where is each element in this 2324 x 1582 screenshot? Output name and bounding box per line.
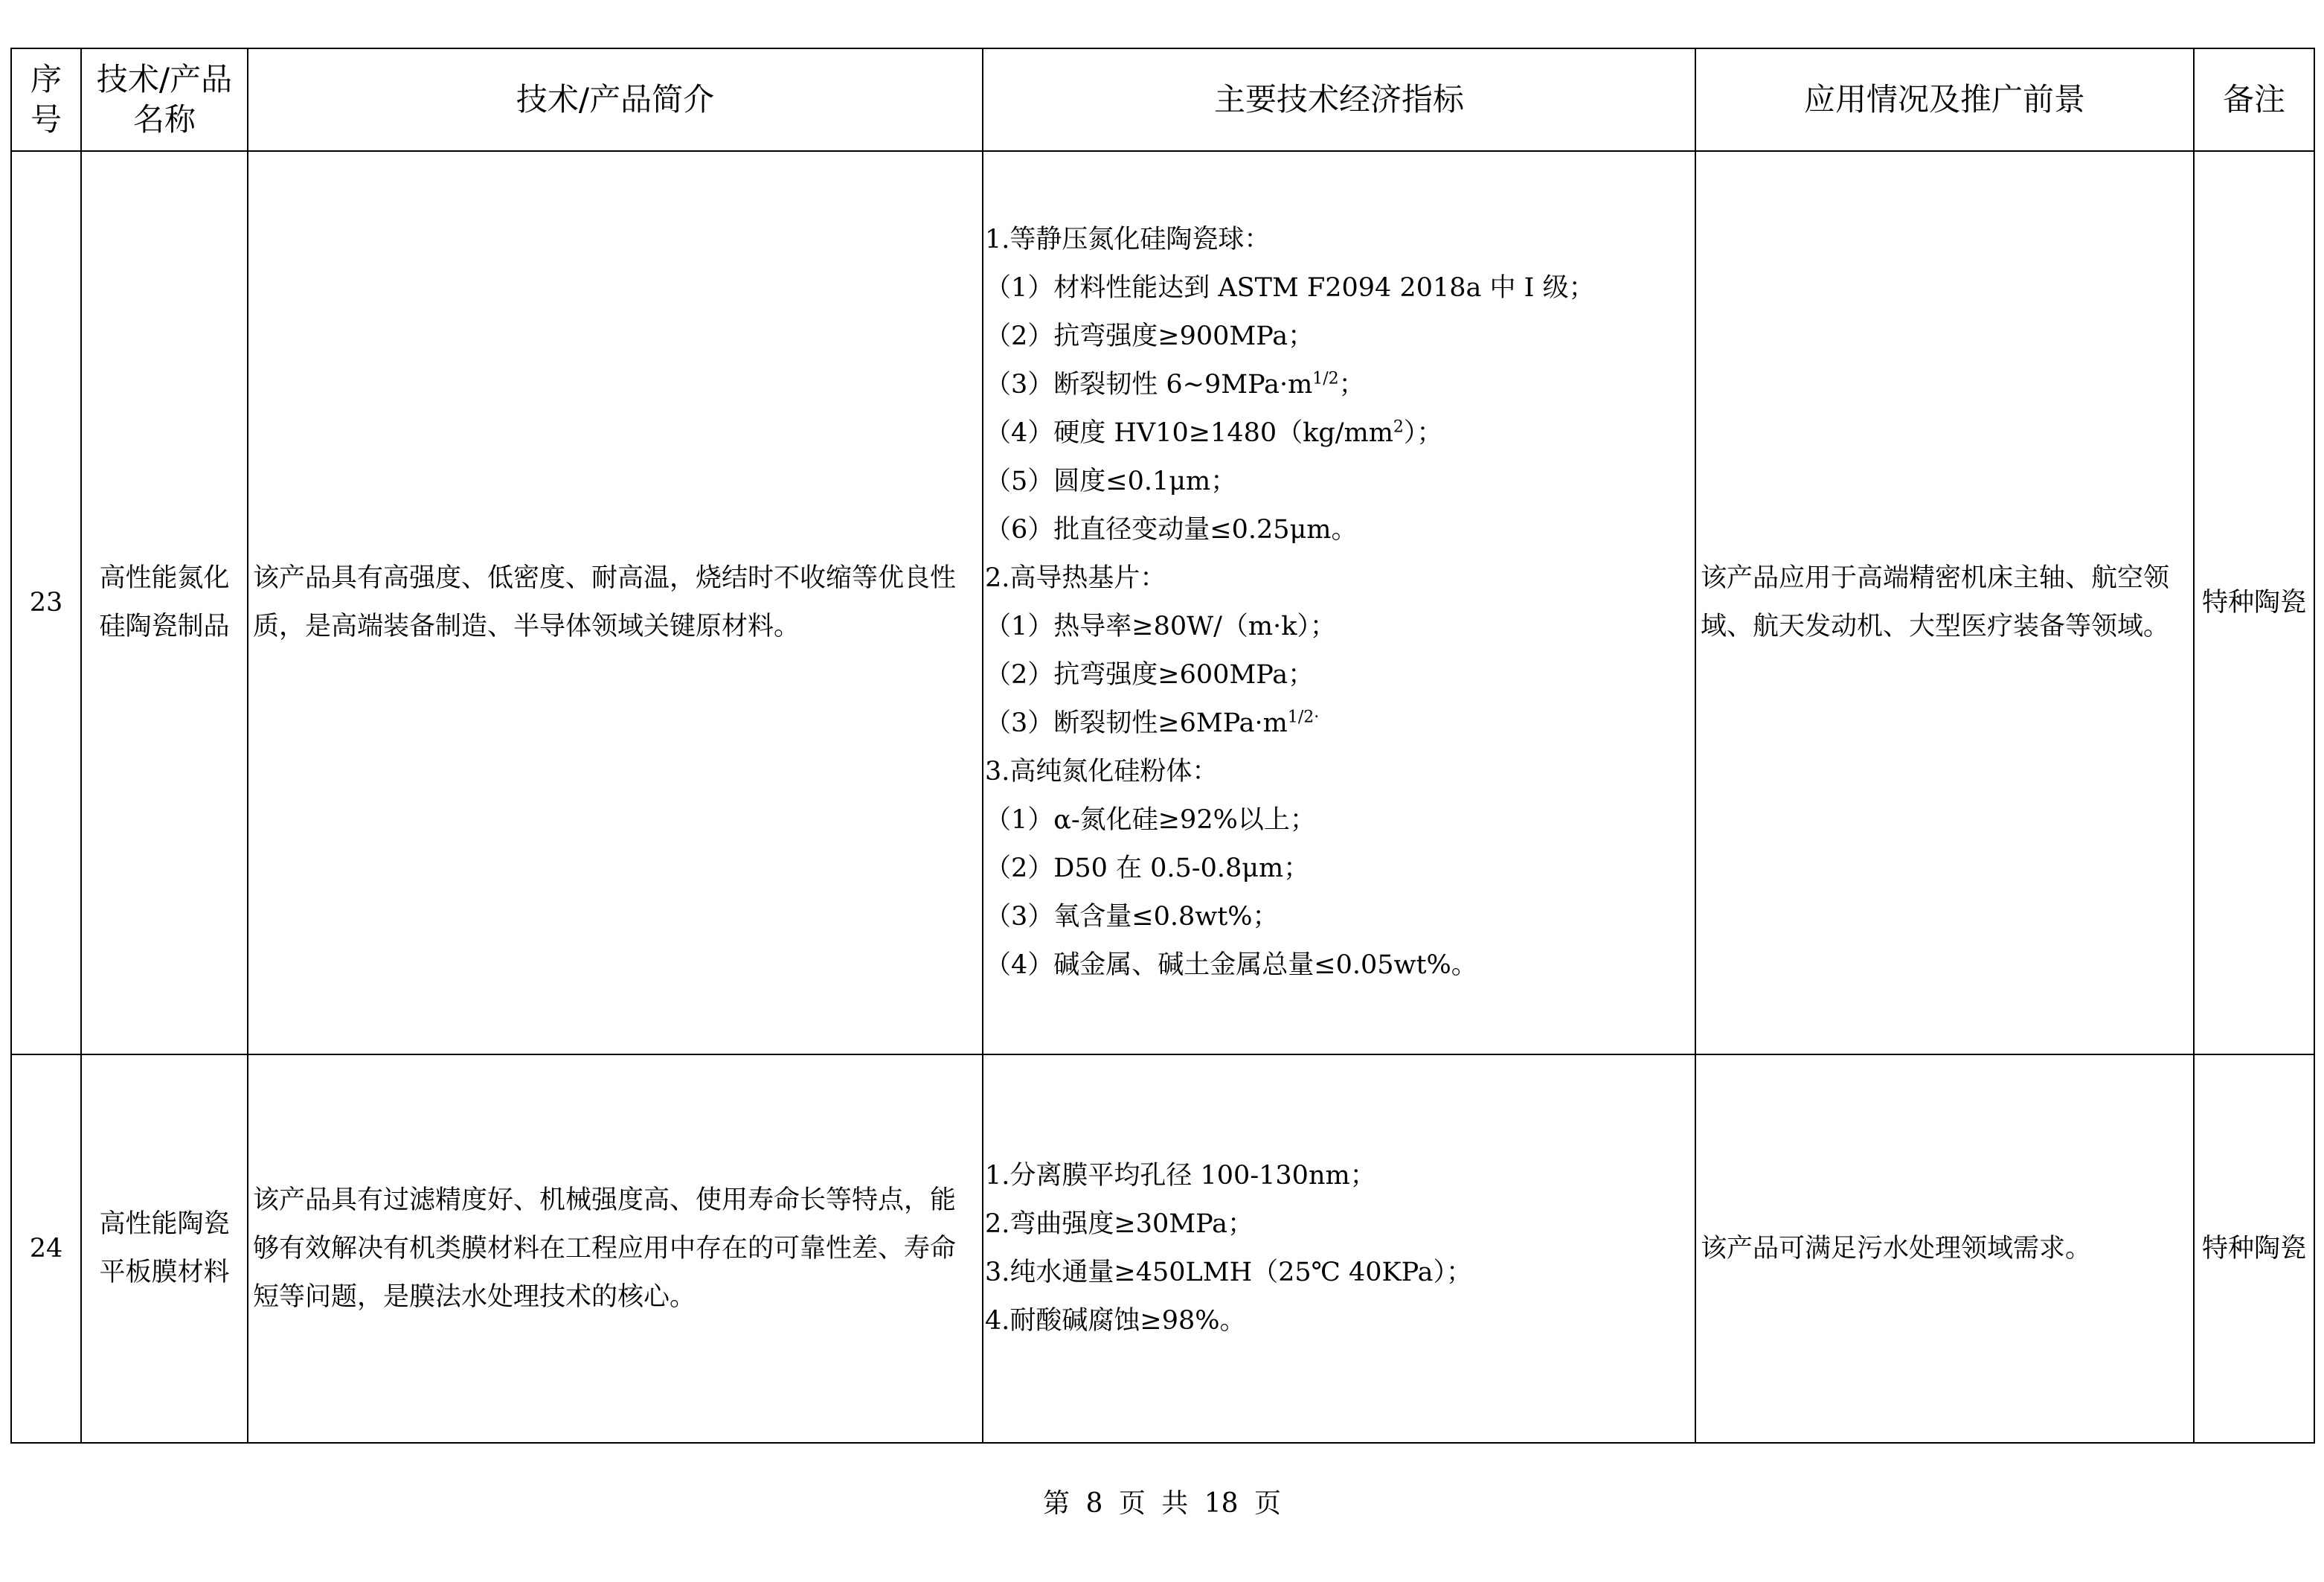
- exponent: 1/2·: [1287, 708, 1320, 727]
- metric-line: 4.耐酸碱腐蚀≥98%。: [985, 1306, 1246, 1336]
- table-row: [11, 1054, 2314, 1443]
- header-row: [11, 48, 2314, 151]
- product-name: 高性能陶瓷平板膜材料: [81, 1054, 248, 1443]
- exponent: 1/2: [1312, 369, 1339, 388]
- metric-line: （2）抗弯强度≥900MPa；: [985, 321, 1315, 351]
- page-number: 第 8 页 共 18 页: [1043, 1488, 1281, 1519]
- metric-line: （2）抗弯强度≥600MPa；: [985, 660, 1315, 690]
- metric-line: （4）碱金属、碱土金属总量≤0.05wt%。: [985, 950, 1477, 980]
- metric-line: （1）材料性能达到 ASTM F2094 2018a 中 I 级；: [985, 273, 1595, 303]
- indicator-table: [10, 48, 2315, 1444]
- metric-line: 2.弯曲强度≥30MPa；: [985, 1209, 1254, 1239]
- product-metrics: [983, 1054, 1695, 1443]
- product-intro: 该产品具有高强度、低密度、耐高温，烧结时不收缩等优良性质，是高端装备制造、半导体领域关键原材料。: [248, 151, 983, 1054]
- row-number: 24: [11, 1054, 81, 1443]
- remark: 特种陶瓷: [2194, 1054, 2314, 1443]
- metric-line: （6）批直径变动量≤0.25μm。: [985, 515, 1358, 545]
- metric-line: （1）α-氮化硅≥92%以上；: [985, 805, 1316, 835]
- table-row: [11, 151, 2314, 1054]
- header-seq: 序 号: [11, 48, 81, 151]
- product-name: 高性能氮化硅陶瓷制品: [81, 151, 248, 1054]
- header-intro: 技术/产品简介: [248, 48, 983, 151]
- metric-line: 1.等静压氮化硅陶瓷球：: [985, 225, 1271, 254]
- application-prospect: 该产品可满足污水处理领域需求。: [1695, 1054, 2194, 1443]
- row-number: 23: [11, 151, 81, 1054]
- header-application: 应用情况及推广前景: [1695, 48, 2194, 151]
- exponent: 2: [1393, 417, 1404, 437]
- header-note: 备注: [2194, 48, 2314, 151]
- metric-line: 2.高导热基片：: [985, 563, 1166, 593]
- product-metrics: [983, 151, 1695, 1054]
- product-intro: 该产品具有过滤精度好、机械强度高、使用寿命长等特点，能够有效解决有机类膜材料在工程应用中存在的可靠性差、寿命短等问题，是膜法水处理技术的核心。: [248, 1054, 983, 1443]
- metric-line: （1）热导率≥80W/（m·k）；: [985, 612, 1336, 641]
- application-prospect: 该产品应用于高端精密机床主轴、航空领域、航天发动机、大型医疗装备等领域。: [1695, 151, 2194, 1054]
- header-metrics: 主要技术经济指标: [983, 48, 1695, 151]
- metric-line: （3）断裂韧性$\ge 6MPa\cdot m^{1/2\cdot}$: [985, 708, 1320, 738]
- metric-line: （2）D50 在 0.5-0.8μm；: [985, 854, 1310, 883]
- remark: 特种陶瓷: [2194, 151, 2314, 1054]
- metric-line: （4）硬度 $HV10\ge 1480(kg/mm^2)$；: [985, 417, 1443, 448]
- metric-line: （5）圆度≤0.1μm；: [985, 467, 1237, 496]
- header-name: 技术/产品 名称: [81, 48, 248, 151]
- metric-line: 3.纯水通量≥450LMH（25℃ 40KPa）；: [985, 1258, 1472, 1287]
- metric-line: 1.分离膜平均孔径 100-130nm；: [985, 1161, 1376, 1191]
- metric-line: 3.高纯氮化硅粉体：: [985, 757, 1219, 787]
- metric-line: （3）断裂韧性 $6\sim 9MPa\cdot m^{1/2}$；: [985, 369, 1365, 400]
- metric-line: （3）氧含量≤0.8wt%；: [985, 902, 1279, 932]
